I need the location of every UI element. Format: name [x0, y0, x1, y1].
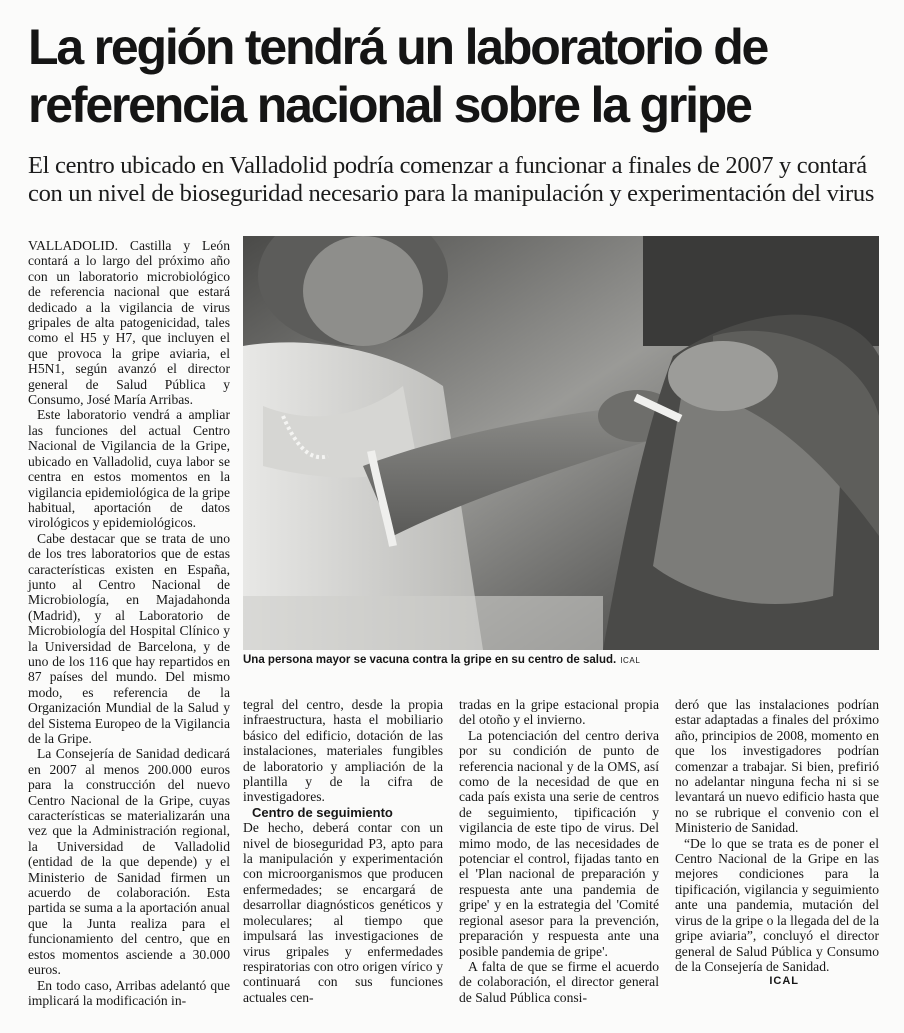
vaccination-photo	[243, 236, 879, 650]
paragraph: deró que las instalaciones podrían estar adaptadas a finales del próximo año, principios de 2008, momento en que los investigadores podrían comenzar a trabajar. Si bien, prefirió no adelantar ninguna fecha ni si se levantará un nuevo edificio hasta que no se rubrique el convenio con el Ministerio de Sanidad.	[675, 697, 879, 836]
caption-text: Una persona mayor se vacuna contra la gripe en su centro de salud.	[243, 654, 617, 666]
paragraph: La Consejería de Sanidad dedicará en 2007 al menos 200.000 euros para la construcción del nuevo Centro Nacional de la Gripe, cuyas características se materializarán una vez que la Administración regional, la Universidad de Valladolid (entidad de la que depende) y el Ministerio de Sanidad firmen un acuerdo de colaboración. Esta partida se suma a la aportación anual que la Junta realiza para el funcionamiento del centro, que en estos momentos asciende a 30.000 euros.	[28, 746, 230, 978]
photo-credit: ICAL	[620, 656, 641, 665]
section-heading: Centro de seguimiento	[252, 804, 393, 820]
paragraph: En todo caso, Arribas adelantó que implicará la modificación in-	[28, 977, 230, 1008]
article-column-4	[675, 697, 879, 990]
subheadline: El centro ubicado en Valladolid podría comenzar a funcionar a finales de 2007 y contará con un nivel de bioseguridad necesario para la manipulación y experimentación del virus	[28, 152, 875, 207]
headline: La región tendrá un laboratorio de referencia nacional sobre la gripe	[28, 19, 768, 133]
author-signature: ICAL	[769, 975, 799, 988]
paragraph: A falta de que se firme el acuerdo de colaboración, el director general de Salud Pública consi-	[459, 958, 659, 1005]
photo-caption	[243, 654, 879, 666]
paragraph: De hecho, deberá contar con un nivel de bioseguridad P3, apto para la manipulación y experimentación con microorganismos que producen enfermedades; se encargará de desarrollar diagnósticos genéticos y moleculares; al tiempo que impulsará las investigaciones de virus gripales y enfermedades respiratorias con otro origen vírico y continuará con sus funciones actuales cen-	[243, 820, 443, 1005]
paragraph: “De lo que se trata es de poner el Centro Nacional de la Gripe en las mejores condiciones para la tipificación, vigilancia y seguimiento ante una pandemia, mutación del virus de la gripe o la llegada del de la gripe aviaria”, concluyó el director general de Salud Pública y Consumo de la Consejería de Sanidad.	[675, 835, 879, 974]
news-photo	[243, 236, 879, 650]
article-column-1	[28, 238, 230, 1008]
paragraph: Cabe destacar que se trata de uno de los tres laboratorios que de estas características existen en España, junto al Centro Nacional de Microbiología, en Majadahonda (Madrid), y al Laboratorio de Microbiología del Hospital Clínico y la Universidad de Barcelona, y de uno de los 116 que hay repartidos en 87 países del mundo. Del mismo modo, es referencia de la Organización Mundial de la Salud y del Sistema Europeo de la Vigilancia de la Gripe.	[28, 530, 230, 746]
paragraph: tradas en la gripe estacional propia del otoño y el invierno.	[459, 697, 659, 728]
paragraph: tegral del centro, desde la propia infraestructura, hasta el mobiliario básico del edificio, dotación de las instalaciones, materiales fungibles de laboratorio y ampliación de la plantilla y de la cifra de investigadores.	[243, 697, 443, 805]
paragraph: Este laboratorio vendrá a ampliar las funciones del actual Centro Nacional de Vigilancia de la Gripe, ubicado en Valladolid, cuya labor se centra en estos momentos en la vigilancia epidemiológica de la gripe habitual, aportación de datos virológicos y epidemiológicos.	[28, 407, 230, 531]
paragraph: La potenciación del centro deriva por su condición de punto de referencia nacional y de la OMS, así como de la necesidad de que en cada país exista una serie de centros de seguimiento, tipificación y vigilancia de este tipo de virus. Del mimo modo, de las necesidades de potenciar el control, fijadas tanto en el 'Plan nacional de preparación y respuesta ante una pandemia de gripe' y en la estrategia del 'Comité regional asesor para la prevención, preparación y respuesta ante una posible pandemia de gripe'.	[459, 727, 659, 959]
article-column-3	[459, 697, 659, 1005]
paragraph: VALLADOLID. Castilla y León contará a lo largo del próximo año con un laboratorio microbiológico de referencia nacional que estará dedicado a la vigilancia de virus gripales de alta patogenicidad, tales como el H5 y H7, que incluyen el que provoca la gripe aviaria, el H5N1, según avanzó el director general de Salud Pública y Consumo, José María Arribas.	[28, 238, 230, 408]
article-column-2	[243, 697, 443, 1005]
